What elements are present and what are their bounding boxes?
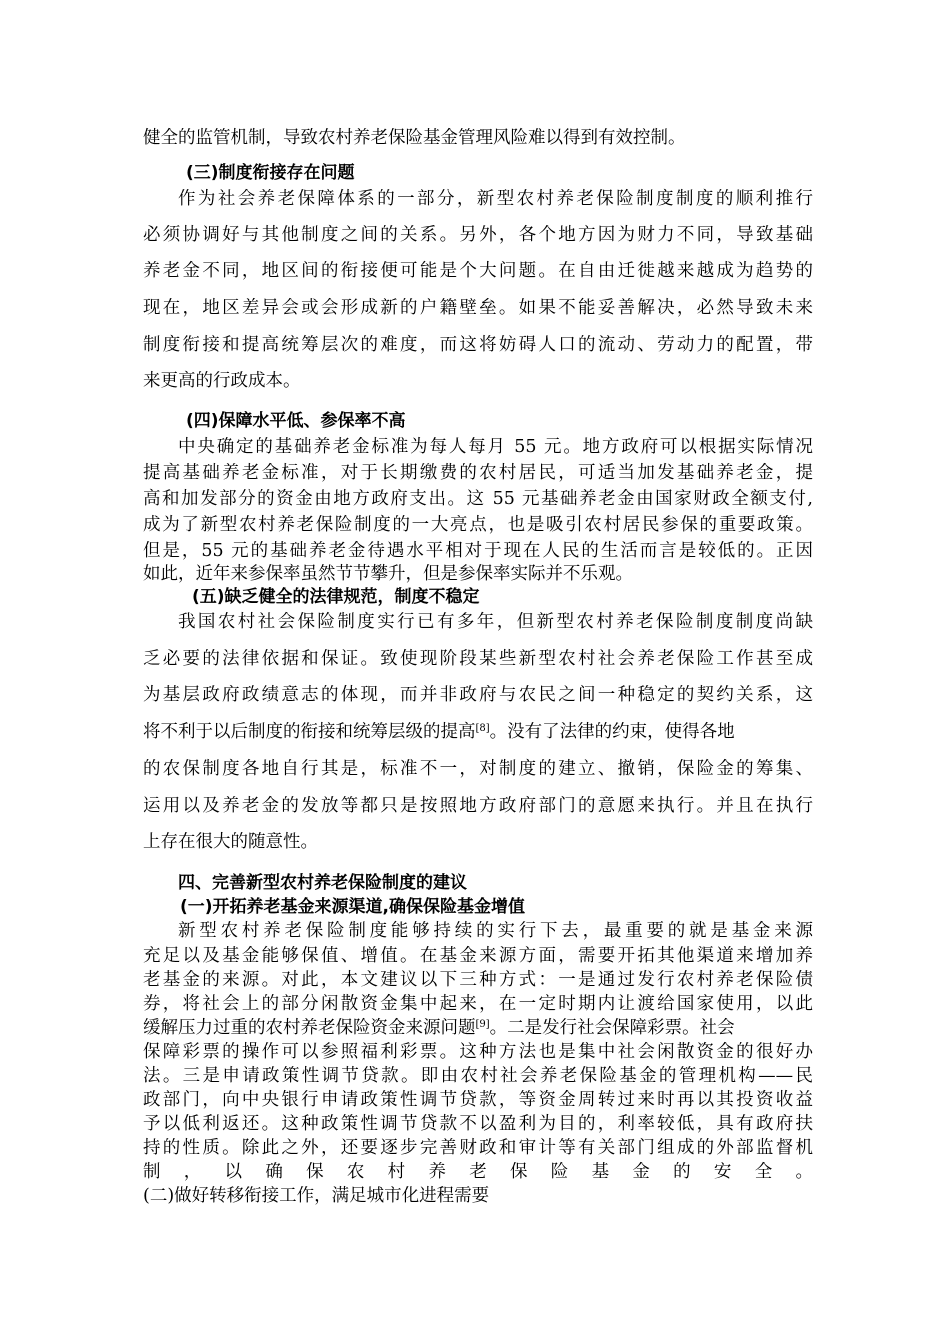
paragraph-text: 将不利于以后制度的衔接和统筹层级的提高 xyxy=(143,722,476,742)
paragraph-line: 新型农村养老保险制度能够持续的实行下去，最重要的就是基金来源 xyxy=(178,921,813,941)
chapter-heading-4: 四、完善新型农村养老保险制度的建议 xyxy=(178,873,467,893)
paragraph-line: 予以低利返还。这种政策性调节贷款不以盈利为目的，利率较低，具有政府扶 xyxy=(143,1114,813,1134)
paragraph-line: 上存在很大的随意性。 xyxy=(143,832,318,852)
paragraph-line: 中央确定的基础养老金标准为每人每月 55 元。地方政府可以根据实际情况 xyxy=(178,437,813,457)
paragraph-line: 制，以确保农村养老保险基金的安全。 xyxy=(143,1162,813,1182)
section-heading-3: (三)制度衔接存在问题 xyxy=(186,163,355,183)
section-heading-4: (四)保障水平低、参保率不高 xyxy=(186,411,406,431)
paragraph-line: 老基金的来源。对此，本文建议以下三种方式：一是通过发行农村养老保险债 xyxy=(143,970,813,990)
paragraph-line: 的农保制度各地自行其是，标准不一，对制度的建立、撤销，保险金的筹集、 xyxy=(143,759,813,779)
citation-9: [9] xyxy=(475,1019,490,1030)
paragraph-line: 养老金不同，地区间的衔接便可能是个大问题。在自由迁徙越来越成为趋势的 xyxy=(143,261,813,281)
paragraph-line-with-citation xyxy=(143,1017,813,1039)
paragraph-line: 提高基础养老金标准，对于长期缴费的农村居民，可适当加发基础养老金，提 xyxy=(143,463,813,483)
paragraph-line: 充足以及基金能够保值、增值。在基金来源方面，需要开拓其他渠道来增加养 xyxy=(143,946,813,966)
paragraph-line: (二)做好转移衔接工作，满足城市化进程需要 xyxy=(143,1186,490,1206)
paragraph-text: 。二是发行社会保障彩票。社会 xyxy=(489,1018,735,1038)
paragraph-line: 成为了新型农村养老保险制度的一大亮点，也是吸引农村居民参保的重要政策。 xyxy=(143,515,813,535)
paragraph-line: 政部门，向中央银行申请政策性调节贷款，等资金周转过来时再以其投资收益 xyxy=(143,1090,813,1110)
paragraph-line: 为基层政府政绩意志的体现，而并非政府与农民之间一种稳定的契约关系，这 xyxy=(143,685,813,705)
paragraph-line: 来更高的行政成本。 xyxy=(143,371,301,391)
paragraph-line: 我国农村社会保险制度实行已有多年，但新型农村养老保险制度制度尚缺 xyxy=(178,612,813,632)
paragraph-line: 但是，55 元的基础养老金待遇水平相对于现在人民的生活而言是较低的。正因 xyxy=(143,541,813,561)
paragraph-line: 券，将社会上的部分闲散资金集中起来，在一定时期内让渡给国家使用，以此 xyxy=(143,994,813,1014)
paragraph-line: 如此，近年来参保率虽然节节攀升，但是参保率实际并不乐观。 xyxy=(143,564,633,584)
paragraph-line: 健全的监管机制，导致农村养老保险基金管理风险难以得到有效控制。 xyxy=(143,128,686,148)
paragraph-text: 。没有了法律的约束，使得各地 xyxy=(489,722,735,742)
paragraph-text: 缓解压力过重的农村养老保险资金来源问题 xyxy=(143,1018,476,1038)
paragraph-line: 高和加发部分的资金由地方政府支出。这 55 元基础养老金由国家财政全额支付, xyxy=(143,489,813,509)
paragraph-line-with-citation xyxy=(143,721,813,743)
section-heading-1: (一)开拓养老基金来源渠道,确保保险基金增值 xyxy=(180,897,525,917)
paragraph-line: 持的性质。除此之外，还要逐步完善财政和审计等有关部门组成的外部监督机 xyxy=(143,1138,813,1158)
paragraph-line: 制度衔接和提高统筹层次的难度，而这将妨碍人口的流动、劳动力的配置，带 xyxy=(143,335,813,355)
paragraph-line: 保障彩票的操作可以参照福利彩票。这种方法也是集中社会闲散资金的很好办 xyxy=(143,1042,813,1062)
paragraph-line: 乏必要的法律依据和保证。致使现阶段某些新型农村社会养老保险工作甚至成 xyxy=(143,649,813,669)
paragraph-line: 现在，地区差异会或会形成新的户籍壁垒。如果不能妥善解决，必然导致未来 xyxy=(143,298,813,318)
paragraph-line: 必须协调好与其他制度之间的关系。另外，各个地方因为财力不同，导致基础 xyxy=(143,225,813,245)
citation-8: [8] xyxy=(475,723,490,734)
paragraph-line: 法。三是申请政策性调节贷款。即由农村社会养老保险基金的管理机构——民 xyxy=(143,1066,813,1086)
section-heading-5: (五)缺乏健全的法律规范，制度不稳定 xyxy=(192,587,480,607)
paragraph-line: 作为社会养老保障体系的一部分，新型农村养老保险制度制度的顺利推行 xyxy=(178,189,813,209)
paragraph-line: 运用以及养老金的发放等都只是按照地方政府部门的意愿来执行。并且在执行 xyxy=(143,796,813,816)
